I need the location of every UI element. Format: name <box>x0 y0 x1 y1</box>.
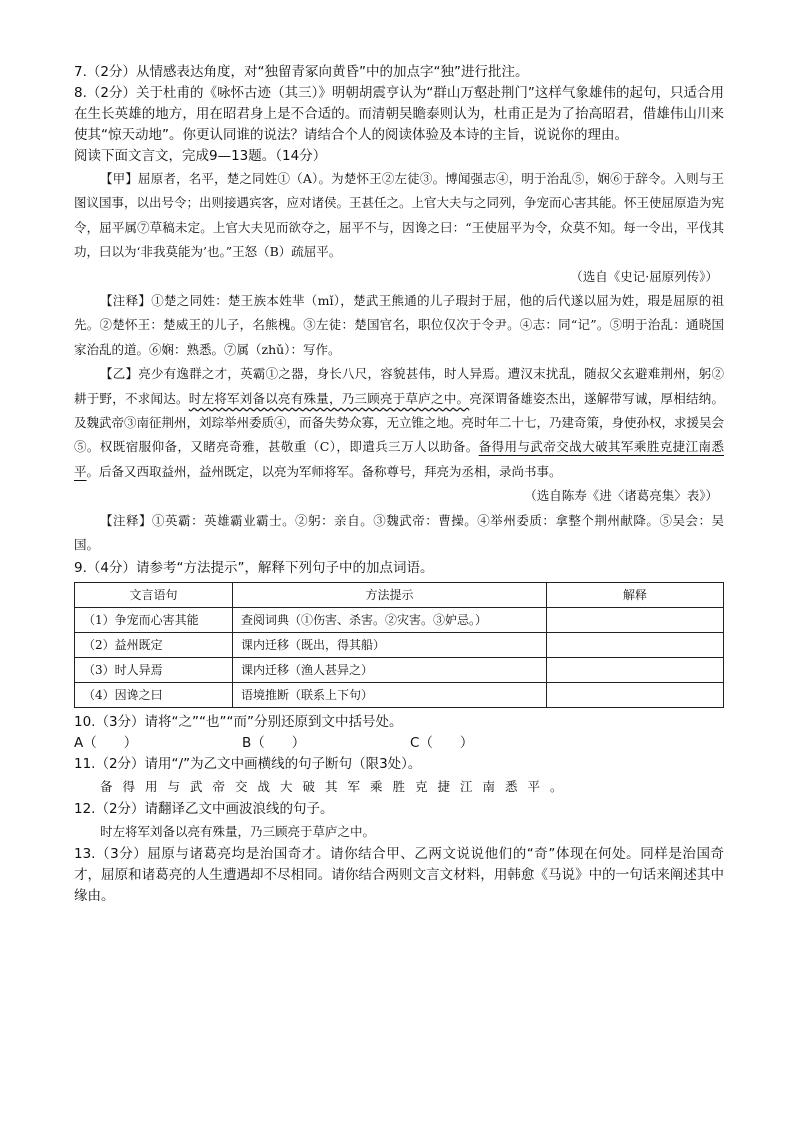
table-cell: 查阅词典（①伤害、杀害。②灾害。③妒忌。） <box>233 607 547 632</box>
answer-cell[interactable] <box>547 682 724 707</box>
passage-yi-source: （选自陈寿《进〈诸葛亮集〉表》） <box>524 488 718 504</box>
passage-yi-part1: 【乙】亮少有逸群之才，英霸①之器，身长八尺，容貌甚伟，时人异焉。遭汉末扰乱，随叔父玄避难荆州，躬②耕于野，不求闻达。 <box>74 366 724 406</box>
passage-jia-source: （选自《史记·屈原列传》） <box>570 268 718 284</box>
passage-jia-notes: 【注释】①楚之同姓：楚王族本姓芈（mǐ），楚武王熊通的儿子瑕封于屈，他的后代遂以屈为姓，瑕是屈原的祖先。②楚怀王：楚威王的儿子，名熊槐。③左徒：楚国官名，职位仅次于令尹。④志：同“记”。⑤明于治乱：通晓国家治乱的道。⑥娴：熟悉。⑦属（zhǔ）：写作。 <box>74 293 724 357</box>
question-10: 10.（3分）请将“之”“也”“而”分别还原到文中括号处。 <box>74 713 403 730</box>
blank-c[interactable]: C（ ） <box>410 734 474 751</box>
table-cell: （2）益州既定 <box>75 632 233 657</box>
blank-a[interactable]: A（ ） <box>74 734 138 751</box>
question-7: 7.（2分）从情感表达角度，对“独留青冢向黄昏”中的加点字“独”进行批注。 <box>74 64 529 80</box>
table-header: 文言语句 <box>75 582 233 607</box>
answer-cell[interactable] <box>547 632 724 657</box>
q11-sentence: 备得用与武帝交战大破其军乘胜克捷江南悉平。 <box>100 778 573 794</box>
question-12: 12.（2分）请翻译乙文中画波浪线的句子。 <box>74 800 334 817</box>
passage-yi <box>74 362 724 484</box>
table-row <box>75 607 724 632</box>
table-row <box>75 657 724 682</box>
q9-table <box>74 582 724 708</box>
q12-sentence: 时左将军刘备以亮有殊量，乃三顾亮于草庐之中。 <box>100 823 376 839</box>
passage-yi-part3: 。后备又西取益州，益州既定，以亮为军师将军。备称尊号，拜亮为丞相，录尚书事。 <box>86 463 562 479</box>
table-cell: （4）因谗之曰 <box>75 682 233 707</box>
table-cell: （3）时人异焉 <box>75 657 233 682</box>
passage-yi-underlined-sentence: 备得用与武帝交战大破其军乘胜克捷江南悉平 <box>74 439 724 479</box>
q10-blanks <box>74 733 724 754</box>
table-header: 方法提示 <box>233 582 547 607</box>
table-header-row <box>75 582 724 607</box>
blank-b[interactable]: B（ ） <box>242 734 306 751</box>
passage-yi-part2: 亮深谓备雄姿杰出，遂解带写诚，厚相结纳。及魏武帝③南征荆州，刘琮举州委质④，而备失势众寡，无立锥之地。亮时年二十七，乃建奇策，身使孙权，求援吴会⑤。权既宿服仰备，又睹亮奇雅，甚敬重（C），即遣兵三万人以助备。 <box>74 390 725 455</box>
question-11: 11.（2分）请用“/”为乙文中画横线的句子断句（限3处）。 <box>74 755 422 772</box>
exam-page <box>74 62 724 907</box>
reading-intro: 阅读下面文言文，完成9—13题。（14分） <box>74 148 327 164</box>
table-cell: 课内迁移（既出，得其船） <box>233 632 547 657</box>
table-cell: 课内迁移（渔人甚异之） <box>233 657 547 682</box>
table-header: 解释 <box>547 582 724 607</box>
question-13: 13.（3分）屈原与诸葛亮均是治国奇才。请你结合甲、乙两文说说他们的“奇”体现在何处。同样是治国奇才，屈原和诸葛亮的人生遭遇却不尽相同。请你结合两则文言文材料，用韩愈《马说》中的一句话来阐述其中缘由。 <box>74 846 724 905</box>
answer-cell[interactable] <box>547 607 724 632</box>
table-row <box>75 682 724 707</box>
passage-jia: 【甲】屈原者，名平，楚之同姓①（A）。为楚怀王②左徒③。博闻强志④，明于治乱⑤，娴⑥于辞令。入则与王图议国事，以出号令；出则接遇宾客，应对诸侯。王甚任之。上官大夫与之同列，争宠而心害其能。怀王使屈原造为宪令，屈平属⑦草稿未定。上官大夫见而欲夺之，屈平不与，因谗之曰：“王使屈平为令，众莫不知。每一令出，平伐其功，曰以为‘非我莫能为’也。”王怒（B）疏屈平。 <box>74 171 725 260</box>
answer-cell[interactable] <box>547 657 724 682</box>
table-row <box>75 632 724 657</box>
passage-yi-wavy-sentence: 时左将军刘备以亮有殊量，乃三顾亮于草庐之中。 <box>188 390 470 406</box>
passage-yi-notes: 【注释】①英霸：英雄霸业霸士。②躬：亲自。③魏武帝：曹操。④举州委质：拿整个荆州献降。⑤吴会：吴国。 <box>74 512 724 553</box>
question-8: 8.（2分）关于杜甫的《咏怀古迹（其三）》明朝胡震亨认为“群山万壑赴荆门”这样气象雄伟的起句，只适合用在生长英雄的地方，用在昭君身上是不合适的。而清朝吴瞻泰则认为，杜甫正是为了抬高昭君，借雄伟山川来使其“惊天动地”。你更认同谁的说法？请结合个人的阅读体验及本诗的主旨，说说你的理由。 <box>74 85 724 143</box>
table-cell: （1）争宠而心害其能 <box>75 607 233 632</box>
table-cell: 语境推断（联系上下句） <box>233 682 547 707</box>
question-9: 9.（4分）请参考“方法提示”，解释下列句子中的加点词语。 <box>74 559 434 576</box>
